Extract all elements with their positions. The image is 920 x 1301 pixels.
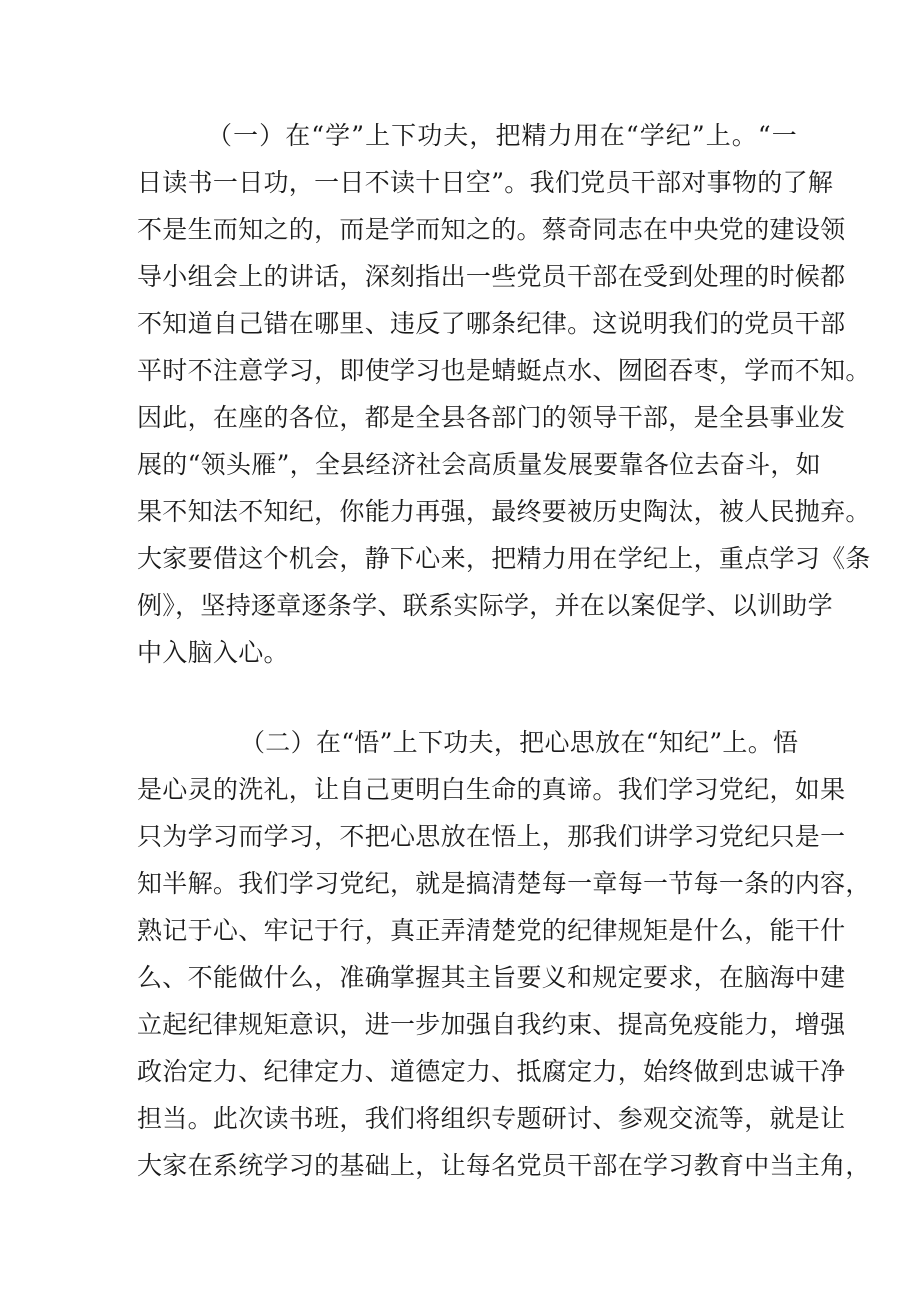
paragraph-line: 不知道自己错在哪里、违反了哪条纪律。这说明我们的党员干部 xyxy=(137,309,846,338)
paragraph-line: 中入脑入心。 xyxy=(137,638,289,667)
paragraph-line: 知半解。我们学习党纪，就是搞清楚每一章每一节每一条的内容， xyxy=(137,869,871,898)
paragraph-line: 大家要借这个机会，静下心来，把精力用在学纪上，重点学习《条 xyxy=(137,544,871,573)
paragraph-line: 果不知法不知纪，你能力再强，最终要被历史陶汰，被人民抛弃。 xyxy=(137,497,871,526)
paragraph-line: 展的“领头雁”，全县经济社会高质量发展要靠各位去奋斗，如 xyxy=(137,450,821,479)
paragraph-line: 日读书一日功，一日不读十日空”。我们党员干部对事物的了解 xyxy=(137,168,834,197)
paragraph-line: 大家在系统学习的基础上，让每名党员干部在学习教育中当主角， xyxy=(137,1151,871,1180)
paragraph-line: 熟记于心、牢记于行，真正弄清楚党的纪律规矩是什么，能干什 xyxy=(137,916,846,945)
paragraph-line: （一）在“学”上下功夫，把精力用在“学纪”上。“一 xyxy=(207,121,797,150)
paragraph-line: 例》，坚持逐章逐条学、联系实际学，并在以案促学、以训助学 xyxy=(137,591,833,620)
paragraph-line: 政治定力、纪律定力、道德定力、抵腐定力，始终做到忠诚干净 xyxy=(137,1057,846,1086)
paragraph-line: 平时不注意学习，即使学习也是蜻蜓点水、囫囵吞枣，学而不知。 xyxy=(137,356,871,385)
paragraph-line: 不是生而知之的，而是学而知之的。蔡奇同志在中央党的建设领 xyxy=(137,215,846,244)
paragraph-line: 因此，在座的各位，都是全县各部门的领导干部，是全县事业发 xyxy=(137,403,846,432)
paragraph-line: 是心灵的洗礼，让自己更明白生命的真谛。我们学习党纪，如果 xyxy=(137,775,846,804)
paragraph-line: 么、不能做什么，准确掌握其主旨要义和规定要求，在脑海中建 xyxy=(137,963,846,992)
paragraph-line: 只为学习而学习，不把心思放在悟上，那我们讲学习党纪只是一 xyxy=(137,822,846,851)
paragraph-line: 担当。此次读书班，我们将组织专题研讨、参观交流等，就是让 xyxy=(137,1104,846,1133)
paragraph-line: 立起纪律规矩意识，进一步加强自我约束、提高免疫能力，增强 xyxy=(137,1010,846,1039)
paragraph-line: （二）在“悟”上下功夫，把心思放在“知纪”上。悟 xyxy=(240,728,799,757)
paragraph-line: 导小组会上的讲话，深刻指出一些党员干部在受到处理的时候都 xyxy=(137,262,846,291)
